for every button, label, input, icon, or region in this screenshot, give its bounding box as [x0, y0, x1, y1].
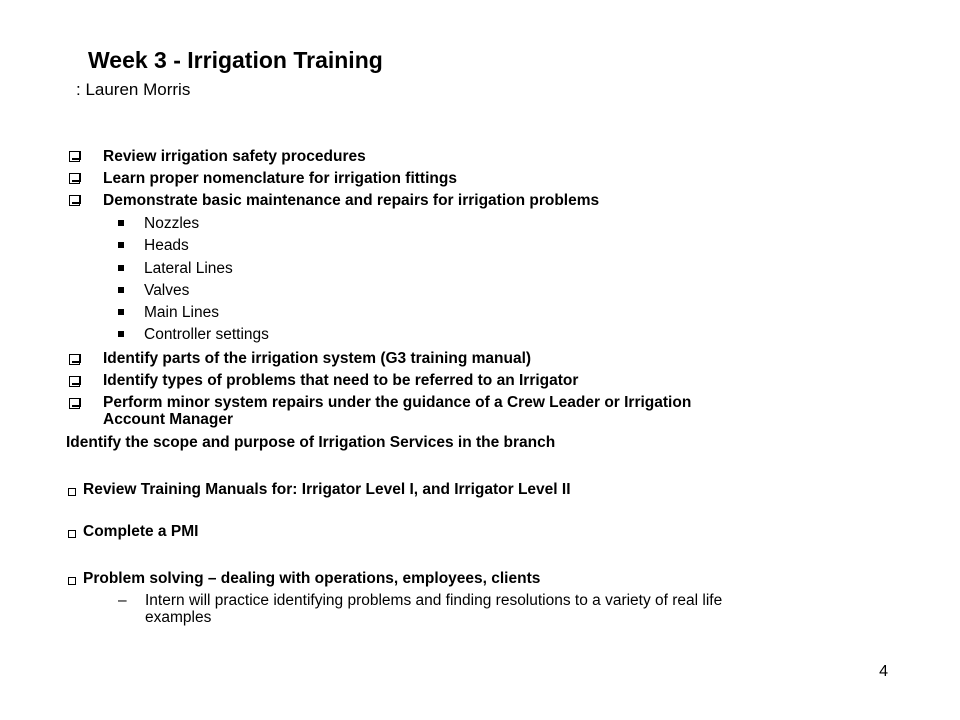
checkbox-icon	[69, 173, 80, 184]
checklist-item-continuation: Account Manager	[103, 411, 234, 428]
sub-item: Valves	[144, 282, 190, 299]
dash-item-line: Intern will practice identifying problems and finding resolutions to a variety of real life	[145, 592, 723, 609]
sub-item: Nozzles	[144, 215, 200, 232]
checkbox-icon	[69, 376, 80, 387]
checkbox-outline-icon	[68, 488, 76, 496]
checkbox-icon	[69, 195, 80, 206]
sub-item: Lateral Lines	[144, 260, 233, 277]
square-bullet-icon	[118, 331, 124, 337]
slide-subtitle: : Lauren Morris	[76, 80, 191, 99]
checklist-item: Review irrigation safety procedures	[103, 148, 366, 165]
checklist-item: Learn proper nomenclature for irrigation fittings	[103, 170, 457, 187]
square-bullet-icon	[118, 220, 124, 226]
page-number: 4	[879, 663, 888, 680]
checklist-item: Identify types of problems that need to be referred to an Irrigator	[103, 372, 579, 389]
sub-item: Controller settings	[144, 326, 269, 343]
box-item: Problem solving – dealing with operations, employees, clients	[83, 570, 541, 587]
sub-item: Heads	[144, 237, 189, 254]
square-bullet-icon	[118, 242, 124, 248]
square-bullet-icon	[118, 309, 124, 315]
checklist-item: Perform minor system repairs under the guidance of a Crew Leader or Irrigation	[103, 394, 692, 411]
slide-title: Week 3 - Irrigation Training	[88, 47, 383, 73]
square-bullet-icon	[118, 265, 124, 271]
checkbox-icon	[69, 398, 80, 409]
dash-item-line: examples	[145, 609, 212, 626]
sub-item: Main Lines	[144, 304, 219, 321]
checklist-item: Identify parts of the irrigation system (G3 training manual)	[103, 350, 532, 367]
scope-line: Identify the scope and purpose of Irrigation Services in the branch	[66, 434, 556, 451]
checkbox-icon	[69, 354, 80, 365]
checkbox-outline-icon	[68, 577, 76, 585]
box-item: Review Training Manuals for: Irrigator Level I, and Irrigator Level II	[83, 481, 571, 498]
checkbox-icon	[69, 151, 80, 162]
checkbox-outline-icon	[68, 530, 76, 538]
box-item: Complete a PMI	[83, 523, 199, 540]
square-bullet-icon	[118, 287, 124, 293]
dash-bullet: –	[118, 592, 127, 609]
checklist-item: Demonstrate basic maintenance and repairs for irrigation problems	[103, 192, 600, 209]
